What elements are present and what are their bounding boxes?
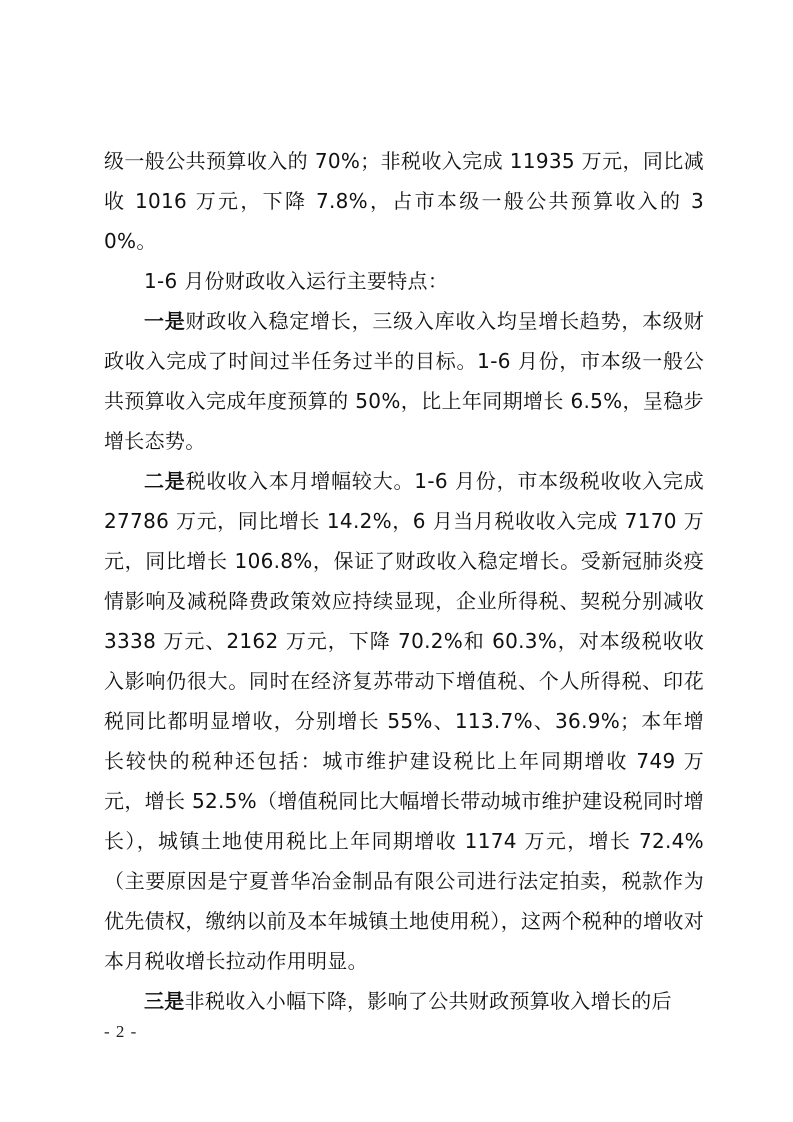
paragraph-2-text: 1-6 月份财政收入运行主要特点： [144,269,449,293]
paragraph-4 [104,461,704,981]
paragraph-1-text: 级一般公共预算收入的 70%；非税收入完成 11935 万元，同比减收 1016 万元，下降 7.8%，占市本级一般公共预算收入的 30%。 [104,149,704,253]
paragraph-2 [104,261,704,301]
paragraph-3-lead: 一是 [144,309,186,333]
paragraph-5-lead: 三是 [144,989,185,1013]
paragraph-1 [104,141,704,261]
paragraph-5-text: 非税收入小幅下降，影响了公共财政预算收入增长的后 [184,989,672,1013]
paragraph-4-text: 税收收入本月增幅较大。1-6 月份，市本级税收收入完成 27786 万元，同比增长 14.2%，6 月当月税收收入完成 7170 万元，同比增长 106.8%，保证了财政收入稳定增长。受新冠肺炎疫情影响及减税降费政策效应持续显现，企业所得税、契税分别减收 3338 万元、2162 万元，下降 70.2%和 60.3%，对本级税收收入影响仍很大。同时在经济复苏带动下增值税、个人所得税、印花税同比都明显增收，分别增长 55%、113.7%、36.9%；本年增长较快的税种还包括：城市维护建设税比上年同期增收 749 万元，增长 52.5%（增值税同比大幅增长带动城市维护建设税同时增长），城镇土地使用税比上年同期增收 1174 万元，增长 72.4%（主要原因是宁夏普华冶金制品有限公司进行法定拍卖，税款作为优先债权，缴纳以前及本年城镇土地使用税），这两个税种的增收对本月税收增长拉动作用明显。 [104,469,705,973]
page-number: - 2 - [104,1022,138,1041]
paragraph-3 [104,301,704,461]
paragraph-5 [104,981,704,1021]
document-body [104,141,704,1021]
paragraph-4-lead: 二是 [144,469,186,493]
paragraph-3-text: 财政收入稳定增长，三级入库收入均呈增长趋势，本级财政收入完成了时间过半任务过半的目标。1-6 月份，市本级一般公共预算收入完成年度预算的 50%，比上年同期增长 6.5%，呈稳步增长态势。 [104,309,704,453]
